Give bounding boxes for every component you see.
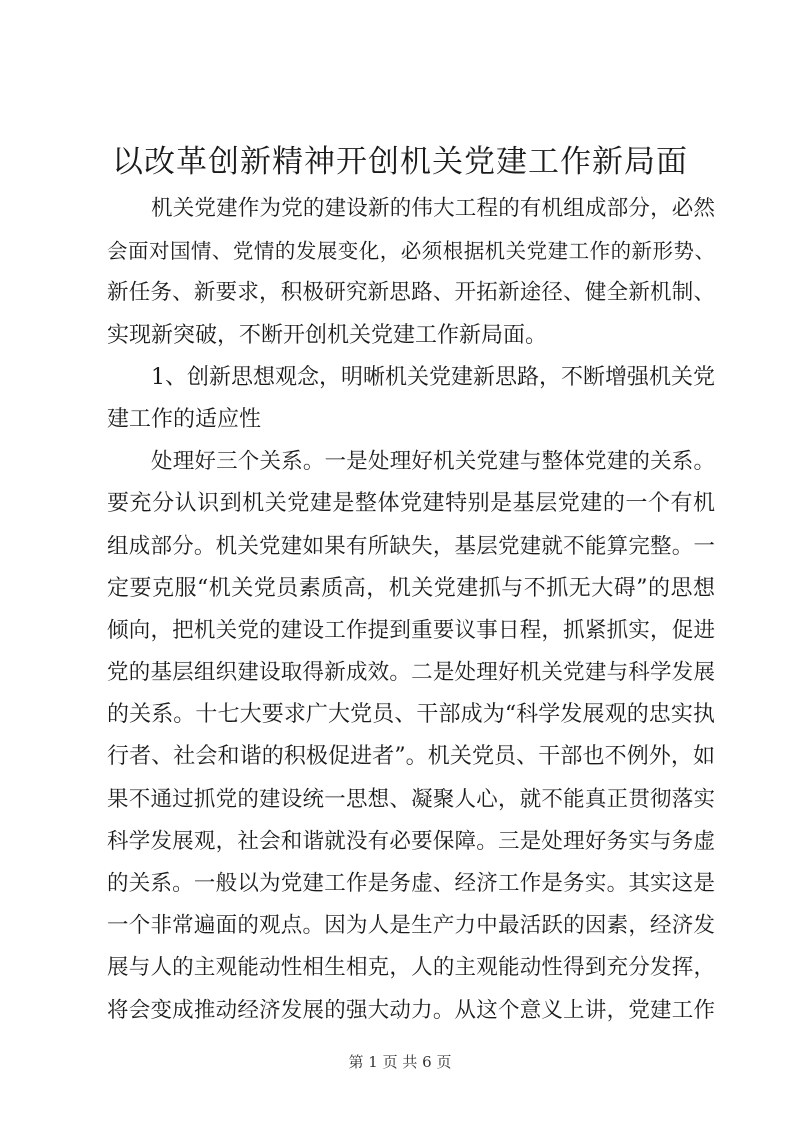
paragraph-line: 处理好三个关系。一是处理好机关党建与整体党建的关系。 xyxy=(151,449,715,475)
paragraph-line: 会面对国情、党情的发展变化，必须根据机关党建工作的新形势、 xyxy=(107,239,715,264)
paragraph-line: 定要克服“机关党员素质高，机关党建抓与不抓无大碍”的思想 xyxy=(107,575,715,601)
paragraph-line: 党的基层组织建设取得新成效。二是处理好机关党建与科学发展 xyxy=(107,660,715,686)
paragraph xyxy=(107,188,715,357)
paragraph-line: 的关系。一般以为党建工作是务虚、经济工作是务实。其实这是 xyxy=(107,871,715,896)
paragraph-line: 新任务、新要求，积极研究新思路、开拓新途径、健全新机制、 xyxy=(107,280,715,306)
paragraph-line: 1、创新思想观念，明晰机关党建新思路，不断增强机关党 xyxy=(151,364,715,390)
paragraph-line: 果不通过抓党的建设统一思想、凝聚人心，就不能真正贯彻落实 xyxy=(107,786,715,812)
paragraph-line: 实现新突破，不断开创机关党建工作新局面。 xyxy=(107,322,548,348)
paragraph-line: 将会变成推动经济发展的强大动力。从这个意义上讲，党建工作 xyxy=(107,997,715,1023)
paragraph xyxy=(107,441,715,1032)
section-heading xyxy=(107,357,715,441)
paragraph-line: 行者、社会和谐的积极促进者”。机关党员、干部也不例外，如 xyxy=(107,744,715,770)
paragraph-line: 要充分认识到机关党建是整体党建特别是基层党建的一个有机 xyxy=(107,491,715,517)
paragraph-line: 倾向，把机关党的建设工作提到重要议事日程，抓紧抓实，促进 xyxy=(107,617,715,643)
paragraph-line: 组成部分。机关党建如果有所缺失，基层党建就不能算完整。一 xyxy=(107,533,715,559)
paragraph-line: 科学发展观，社会和谐就没有必要保障。三是处理好务实与务虚 xyxy=(107,828,715,854)
document-title: 以改革创新精神开创机关党建工作新局面 xyxy=(112,144,688,180)
paragraph-line: 一个非常遍面的观点。因为人是生产力中最活跃的因素，经济发 xyxy=(107,913,715,939)
document-body xyxy=(107,188,715,1032)
page-footer: 第 1 页 共 6 页 xyxy=(348,1053,452,1071)
paragraph-line: 建工作的适应性 xyxy=(107,406,262,432)
paragraph-line: 的关系。十七大要求广大党员、干部成为“科学发展观的忠实执 xyxy=(107,702,715,728)
paragraph-line: 展与人的主观能动性相生相克，人的主观能动性得到充分发挥， xyxy=(107,955,715,981)
paragraph-line: 机关党建作为党的建设新的伟大工程的有机组成部分，必然 xyxy=(151,196,715,221)
